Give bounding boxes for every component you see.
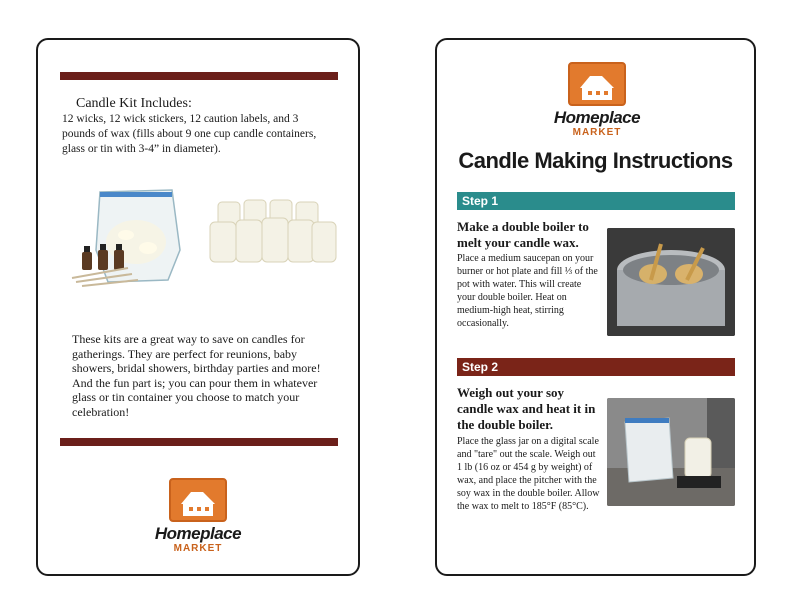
step-2-heading: Weigh out your soy candle wax and heat it in the double boiler. (457, 385, 596, 432)
kit-title: Candle Kit Includes: (76, 96, 192, 111)
step-1-body: Place a medium saucepan on your burner or hot plate and fill ⅓ of the pot with water. This will create your double boiler. Heat on medium-high heat, stirring occasionally. (457, 253, 598, 329)
kit-contents-text: 12 wicks, 12 wick stickers, 12 caution labels, and 3 pounds of wax (fills about 9 one cup candle containers, glass or tin with 3-4” in diameter). (62, 113, 317, 155)
double-boiler-photo (607, 228, 735, 336)
logo-word-homeplace: Homeplace (154, 524, 242, 543)
step-2-body: Place the glass jar on a digital scale and "tare" out the scale. Weigh out 1 lb (16 oz or 454 g by weight) of wax, and place the pitcher with the soy wax in the double boiler. Allow the wax to melt to 185°F (85°C). (457, 436, 600, 512)
top-rule (60, 72, 338, 80)
kit-products-image (68, 180, 338, 300)
logo-word-market: MARKET (173, 543, 223, 554)
logo-word-market: MARKET (572, 127, 622, 138)
logo-word-homeplace: Homeplace (553, 108, 641, 127)
bottom-rule (60, 438, 338, 446)
barn-icon (568, 62, 626, 106)
homeplace-market-logo-top (542, 62, 652, 138)
step-2-bar: Step 2 (457, 358, 735, 376)
kit-description: These kits are a great way to save on candles for gatherings. They are perfect for reunions, baby showers, bridal showers, birthday parties and more! And the fun part is; you can pour them in whatever glass or tin container you choose to match your celebration! (72, 332, 321, 419)
step-1-bar: Step 1 (457, 192, 735, 210)
barn-icon (169, 478, 227, 522)
left-card (36, 38, 360, 576)
homeplace-market-logo (143, 478, 253, 554)
step-1-heading: Make a double boiler to melt your candle wax. (457, 219, 589, 250)
page-title: Candle Making Instructions (458, 148, 733, 173)
right-card (435, 38, 756, 576)
wax-scale-photo (607, 398, 735, 506)
